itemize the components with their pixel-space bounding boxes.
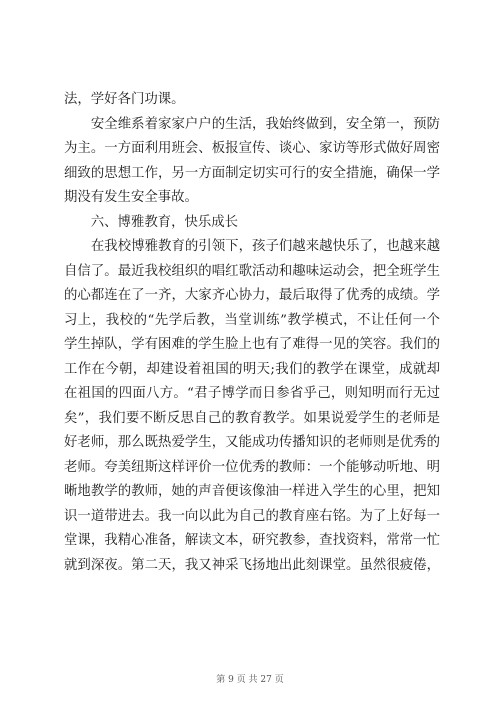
text-line: 就到深夜。第二天，我又神采飞扬地出此刻课堂。虽然很疲倦， — [64, 557, 440, 573]
text-line: 为主。一方面利用班会、板报宣传、谈心、家访等形式做好周密 — [64, 141, 440, 156]
text-line: 的心都连在了一齐，大家齐心协力，最后取得了优秀的成绩。学 — [64, 288, 440, 303]
text-line: 堂课，我精心准备，解读文本，研究教参，查找资料，常常一忙 — [64, 533, 440, 548]
section-heading: 六、博雅教育，快乐成长 — [64, 214, 239, 230]
body-text — [64, 88, 440, 578]
text-line: 期没有发生安全事故。 — [64, 190, 198, 205]
text-line: 好老师，那么既热爱学生，又能成功传播知识的老师则是优秀的 — [64, 435, 440, 450]
text-line: 安全维系着家家户户的生活，我始终做到，安全第一，预防 — [64, 116, 440, 132]
text-line: 识一道带进去。我一向以此为自己的教育座右铭。为了上好每一 — [64, 508, 440, 524]
text-line: 法，学好各门功课。 — [64, 92, 185, 107]
text-line: 矣”，我们要不断反思自己的教育教学。如果说爱学生的老师是 — [64, 410, 440, 426]
text-line: 细致的思想工作，另一方面制定切实可行的安全措施，确保一学 — [64, 165, 440, 181]
text-line: 工作在今朝，却建设着祖国的明天;我们的教学在课堂，成就却 — [64, 361, 440, 377]
text-line: 学生掉队，学有困难的学生脸上也有了难得一见的笑容。我们的 — [64, 337, 440, 352]
text-line: 习上，我校的“先学后教，当堂训练”教学模式，不让任何一个 — [64, 312, 440, 328]
page-number-footer: 第 9 页 共 27 页 — [216, 675, 284, 685]
text-line: 在祖国的四面八方。“君子博学而日参省乎己，则知明而行无过 — [64, 386, 440, 401]
text-line: 自信了。最近我校组织的唱红歌活动和趣味运动会，把全班学生 — [64, 263, 440, 279]
text-line: 在我校博雅教育的引领下，孩子们越来越快乐了，也越来越 — [64, 239, 440, 254]
text-line: 晰地教学的教师，她的声音便该像油一样进入学生的心里，把知 — [64, 484, 440, 499]
text-line: 老师。夸美纽斯这样评价一位优秀的教师：一个能够动听地、明 — [64, 459, 440, 475]
